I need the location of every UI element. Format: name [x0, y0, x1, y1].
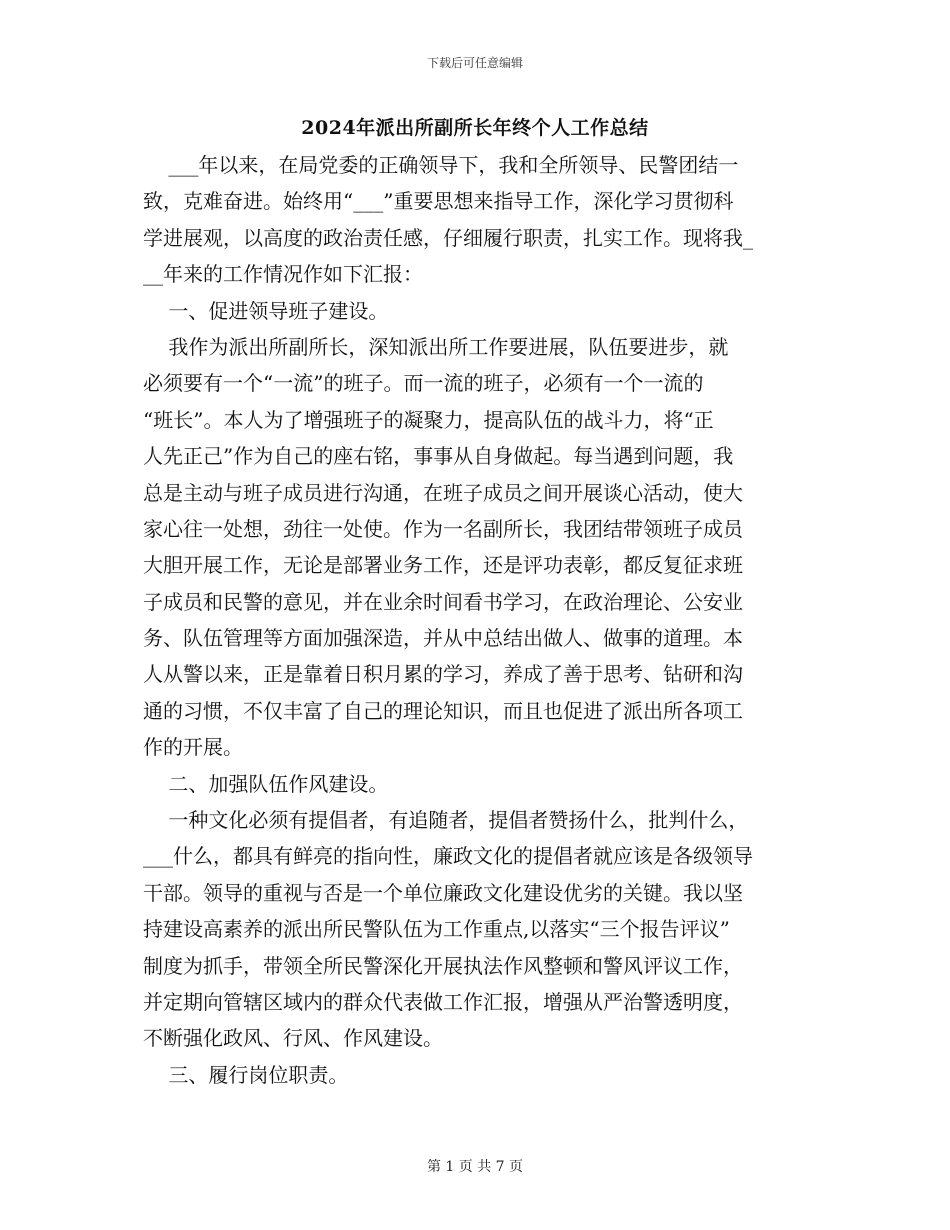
body-line: 子成员和民警的意见，并在业余时间看书学习，在政治理论、公安业	[143, 589, 743, 614]
document-title: 2024年派出所副所长年终个人工作总结	[301, 117, 649, 139]
body-line: __年来的工作情况作如下汇报：	[143, 262, 423, 287]
body-line: 持建设高素养的派出所民警队伍为工作重点,以落实“三个报告评议”	[143, 917, 730, 942]
body-line: 必须要有一个“一流”的班子。而一流的班子，必须有一个一流的	[143, 371, 704, 396]
section-heading: 三、履行岗位职责。	[143, 1062, 349, 1087]
body-line: 一种文化必须有提倡者，有追随者，提倡者赞扬什么，批判什么，	[143, 808, 749, 833]
body-line: 人从警以来，正是靠着日积月累的学习，养成了善于思考、钻研和沟	[143, 662, 743, 687]
body-line: 干部。领导的重视与否是一个单位廉政文化建设优劣的关键。我以坚	[143, 880, 743, 905]
body-line: 大胆开展工作，无论是部署业务工作，还是评功表彰，都反复征求班	[143, 553, 743, 578]
body-line: 作的开展。	[143, 735, 243, 760]
body-line: 总是主动与班子成员进行沟通，在班子成员之间开展谈心活动，使大	[143, 480, 743, 505]
body-line: ___年以来，在局党委的正确领导下，我和全所领导、民警团结一	[143, 153, 739, 177]
section-heading: 二、加强队伍作风建设。	[143, 771, 389, 796]
body-line: 制度为抓手，带领全所民警深化开展执法作风整顿和警风评议工作，	[143, 953, 743, 978]
body-line: ___什么，都具有鲜亮的指向性，廉政文化的提倡者就应该是各级领导	[143, 844, 753, 869]
page-number: 第 1 页 共 7 页	[426, 1159, 524, 1175]
section-heading: 一、促进领导班子建设。	[143, 298, 389, 323]
body-line: 家心往一处想，劲往一处使。作为一名副所长，我团结带领班子成员	[143, 516, 743, 541]
document-body	[143, 147, 807, 1093]
body-line: 通的习惯，不仅丰富了自己的理论知识，而且也促进了派出所各项工	[143, 698, 743, 723]
header-note: 下载后可任意编辑	[426, 56, 523, 70]
body-line: 我作为派出所副所长，深知派出所工作要进展，队伍要进步，就	[143, 334, 729, 359]
body-line: 致，克难奋进。始终用“___”重要思想来指导工作，深化学习贯彻科	[143, 189, 734, 214]
body-line: 人先正己”作为自己的座右铭，事事从自身做起。每当遇到问题，我	[143, 444, 734, 469]
body-line: 并定期向管辖区域内的群众代表做工作汇报，增强从严治警透明度，	[143, 989, 743, 1014]
body-line: 务、队伍管理等方面加强深造，并从中总结出做人、做事的道理。本	[143, 626, 743, 651]
body-line: 学进展观，以高度的政治责任感，仔细履行职责，扎实工作。现将我_	[143, 225, 753, 250]
body-line: 不断强化政风、行风、作风建设。	[143, 1026, 443, 1051]
body-line: “班长”。本人为了增强班子的凝聚力，提高队伍的战斗力，将“正	[143, 407, 714, 432]
